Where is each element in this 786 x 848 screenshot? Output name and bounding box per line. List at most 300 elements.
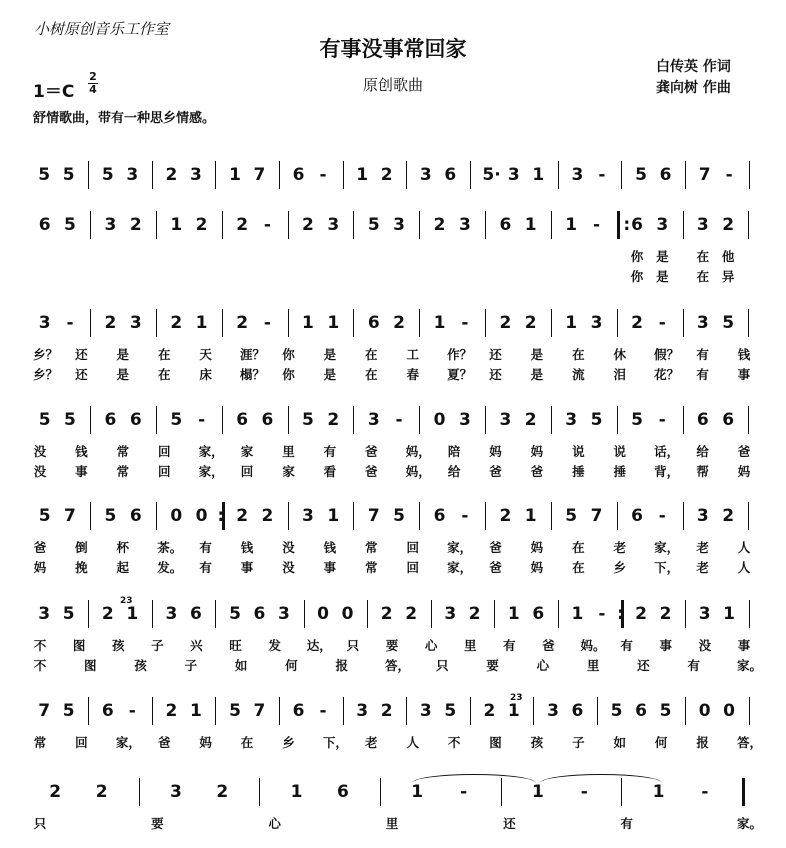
studio-name: 小树原创音乐工作室: [34, 20, 170, 38]
lyric-char: 在: [696, 269, 710, 284]
bar-line: [748, 406, 749, 434]
lyricist-credit: 白传英 作词: [656, 59, 731, 75]
note: 5: [659, 701, 672, 721]
lyric-line: [0, 636, 786, 652]
lyric-char: 达，: [306, 638, 332, 653]
lyric-char: 家，: [115, 735, 141, 750]
lyric-char: 何: [285, 658, 298, 673]
lyric-char: 在: [365, 347, 378, 362]
repeat-sign: :: [623, 215, 631, 235]
lyric-char: 乡？: [33, 347, 59, 362]
lyric-char: 还: [503, 816, 516, 831]
lyric-line: [0, 267, 786, 283]
bar-line: [683, 502, 684, 530]
note: 2: [499, 506, 512, 526]
lyric-char: 心: [536, 658, 550, 673]
lyric-char: 妈: [489, 444, 502, 459]
lyric-char: 何: [654, 735, 668, 750]
bar-line: [353, 502, 354, 530]
note: -: [658, 313, 666, 333]
lyric-char: 妈，: [405, 444, 431, 459]
bar-line: [288, 502, 289, 530]
lyric-char: 要: [151, 816, 164, 831]
bar-line: [152, 697, 153, 725]
lyric-char: 家，: [198, 444, 224, 459]
note: 7: [698, 165, 711, 185]
lyric-char: 有: [199, 540, 212, 555]
lyric-char: 常: [365, 560, 378, 575]
lyric-char: 里: [282, 444, 295, 459]
note: 2: [49, 782, 62, 802]
bar-line: [431, 600, 432, 628]
lyric-char: 妈: [530, 540, 544, 555]
lyric-char: 事: [323, 560, 337, 575]
lyric-char: 回: [157, 444, 171, 459]
note: 1: [524, 215, 537, 235]
note: 5: [631, 410, 643, 430]
lyric-char: 有: [620, 638, 633, 653]
lyric-char: 没: [33, 464, 47, 479]
note: 6: [631, 506, 643, 526]
bar-line: [597, 697, 598, 725]
note: 3: [126, 165, 139, 185]
lyric-char: 家，: [447, 540, 473, 555]
note: 5: [101, 165, 114, 185]
note: -: [725, 165, 733, 185]
note: 5: [565, 506, 578, 526]
lyric-char: 爸: [489, 540, 502, 555]
lyric-char: 钱: [323, 540, 337, 555]
lyric-char: 爸: [530, 464, 544, 479]
lyric-char: 不: [447, 735, 461, 750]
note: 6: [433, 506, 446, 526]
note: 3: [189, 165, 202, 185]
note: 1: [723, 604, 736, 624]
note: 5: [62, 701, 75, 721]
lyric-char: 回: [75, 735, 88, 750]
lyric-char: 是: [530, 367, 544, 382]
lyric-char: 有: [199, 560, 212, 575]
bar-line: [88, 600, 89, 628]
bar-line: [494, 600, 495, 628]
lyric-char: 下，: [654, 560, 680, 575]
note: 2: [483, 701, 496, 721]
lyric-char: 是: [656, 269, 669, 284]
note: 7: [253, 701, 266, 721]
lyric-char: 爸: [157, 735, 171, 750]
lyric-char: 常: [33, 735, 47, 750]
lyric-char: 如: [613, 735, 626, 750]
note: 1: [532, 165, 545, 185]
note: 3: [104, 215, 117, 235]
note: 6: [236, 410, 249, 430]
bar-line: [406, 161, 407, 189]
lyric-char: 只: [436, 658, 449, 673]
note: 2: [722, 506, 735, 526]
note: 6: [532, 604, 545, 624]
note: 5: [590, 410, 603, 430]
lyric-line: [0, 538, 786, 554]
bar-line: [353, 211, 354, 239]
note: 2: [302, 215, 314, 235]
note: -: [128, 701, 136, 721]
lyric-char: 在: [572, 347, 585, 362]
bar-line: [288, 211, 289, 239]
lyric-char: 起: [116, 560, 130, 575]
lyric-char: 图: [84, 658, 97, 673]
lyric-char: 不: [33, 658, 47, 673]
grace-note: 23: [510, 693, 523, 703]
bar-line: [279, 697, 280, 725]
lyric-char: 心: [424, 638, 438, 653]
lyric-char: 孩: [134, 658, 147, 673]
note: 1: [170, 215, 183, 235]
lyric-char: 工: [406, 347, 419, 362]
note: 2: [104, 313, 117, 333]
note: 3: [419, 701, 432, 721]
lyric-char: 假？: [654, 347, 680, 362]
note: -: [460, 782, 468, 802]
note: -: [263, 215, 271, 235]
bar-line: [215, 697, 216, 725]
note: 6: [722, 410, 735, 430]
note: 1: [411, 782, 424, 802]
bar-line: [558, 600, 559, 628]
lyric-char: 不: [33, 638, 47, 653]
note: 5: [62, 165, 75, 185]
note: 2: [405, 604, 418, 624]
note: 3: [169, 782, 182, 802]
note: 2: [380, 701, 393, 721]
lyric-char: 家。: [737, 658, 763, 673]
lyric-char: 话，: [654, 444, 680, 459]
lyric-char: 孩: [530, 735, 544, 750]
bar-line: [367, 600, 368, 628]
note: 2: [524, 410, 537, 430]
lyric-char: 背，: [654, 464, 680, 479]
lyric-char: 爸: [33, 540, 47, 555]
lyric-char: 有: [503, 638, 516, 653]
note: 1: [571, 604, 584, 624]
note: 5: [393, 506, 405, 526]
note: 0: [723, 701, 736, 721]
lyric-char: 捶: [613, 464, 626, 479]
lyric-char: 有: [687, 658, 700, 673]
bar-line: [551, 309, 552, 337]
lyric-char: 回: [157, 464, 171, 479]
bar-line: [685, 161, 686, 189]
lyric-char: 老: [696, 540, 709, 555]
bar-line: [152, 161, 153, 189]
lyric-char: 常: [116, 464, 130, 479]
bar-line: [215, 161, 216, 189]
bar-line: [419, 502, 420, 530]
bar-line: [617, 406, 618, 434]
note: -: [198, 410, 206, 430]
bar-line: [88, 697, 89, 725]
lyric-char: 茶。: [157, 540, 183, 555]
bar-line: [617, 309, 618, 337]
note: -: [319, 701, 327, 721]
lyric-char: 事: [240, 560, 254, 575]
note: -: [592, 215, 601, 235]
lyric-char: 乡: [282, 735, 295, 750]
note: -: [263, 313, 271, 333]
note: 2: [236, 506, 249, 526]
lyric-char: 是: [323, 367, 337, 382]
lyric-char: 你: [282, 367, 295, 382]
lyric-char: 妈。: [580, 638, 606, 653]
note: 3: [302, 506, 314, 526]
note: 7: [64, 506, 76, 526]
lyric-char: 有: [323, 444, 337, 459]
note: -: [580, 782, 588, 802]
lyric-char: 作？: [447, 347, 473, 362]
bar-line: [749, 161, 750, 189]
lyric-char: 家: [282, 464, 295, 479]
time-signature-bottom: 4: [89, 83, 97, 96]
note: 6: [129, 410, 142, 430]
note: -: [461, 313, 469, 333]
lyric-line: [0, 345, 786, 361]
lyric-char: 爸: [542, 638, 555, 653]
lyric-char: 常: [116, 444, 130, 459]
lyric-char: 是: [656, 249, 669, 264]
bar-line: [419, 406, 420, 434]
note: 7: [590, 506, 603, 526]
note: 3: [367, 410, 380, 430]
lyric-char: 没: [282, 540, 295, 555]
lyric-char: 在: [696, 249, 710, 264]
lyric-char: 人: [737, 560, 751, 575]
bar-line: [485, 309, 486, 337]
bar-line: [279, 161, 280, 189]
bar-line: [749, 697, 750, 725]
note: 3: [698, 604, 711, 624]
note: 3: [571, 165, 584, 185]
bar-line: [156, 502, 157, 530]
bar-line: [683, 211, 684, 239]
note: 1: [229, 165, 241, 185]
note: 5: [635, 165, 647, 185]
note: -: [658, 506, 666, 526]
bar-line: [288, 309, 289, 337]
bar-line: [748, 211, 749, 239]
note: 2: [261, 506, 274, 526]
note: 7: [253, 165, 266, 185]
note: 3: [444, 604, 457, 624]
note: 3: [547, 701, 559, 721]
lyric-char: 妈，: [405, 464, 431, 479]
lyric-char: 在: [157, 347, 171, 362]
note: 3: [165, 604, 178, 624]
note: 3: [419, 165, 432, 185]
lyric-char: 答，: [737, 735, 763, 750]
note: 5: [64, 215, 76, 235]
note: 3: [327, 215, 340, 235]
note: 6: [38, 215, 51, 235]
note: 5: [170, 410, 183, 430]
lyric-char: 家，: [447, 560, 473, 575]
note: 0: [341, 604, 354, 624]
lyric-char: 只: [33, 816, 47, 831]
lyric-char: 说: [572, 444, 585, 459]
note: 7: [38, 701, 51, 721]
bar-line: [215, 600, 216, 628]
lyric-char: 有: [696, 347, 709, 362]
note: 2: [236, 215, 249, 235]
lyric-char: 是: [116, 367, 130, 382]
lyric-char: 花？: [654, 367, 680, 382]
note: 3: [696, 313, 709, 333]
note: 0: [170, 506, 183, 526]
bar-line: [288, 406, 289, 434]
note: 6: [253, 604, 266, 624]
lyric-char: 是: [116, 347, 130, 362]
note: 1: [565, 215, 578, 235]
note: 2: [433, 215, 446, 235]
lyric-char: 你: [630, 269, 644, 284]
lyric-char: 子: [184, 658, 198, 673]
lyric-char: 事: [737, 638, 751, 653]
lyric-char: 有: [620, 816, 633, 831]
repeat-sign: :: [617, 604, 624, 624]
lyric-char: 还: [75, 347, 88, 362]
note: 3: [356, 701, 369, 721]
note: 2: [659, 604, 672, 624]
lyric-char: 你: [282, 347, 295, 362]
note: 1: [302, 313, 314, 333]
lyric-char: 还: [75, 367, 88, 382]
bar-line: [419, 309, 420, 337]
note: 1: [507, 701, 520, 721]
note: 2: [170, 313, 183, 333]
note: 6: [337, 782, 349, 802]
lyric-char: 心: [268, 816, 281, 831]
song-description: 舒情歌曲，带有一种思乡情感。: [33, 111, 216, 126]
lyric-char: 要: [486, 658, 499, 673]
note: 6: [499, 215, 512, 235]
lyric-char: 事: [75, 464, 88, 479]
lyric-char: 老: [365, 735, 378, 750]
note: -: [319, 165, 327, 185]
note: 2: [165, 701, 178, 721]
note: 2: [393, 313, 405, 333]
note: 3: [129, 313, 142, 333]
note: -: [598, 604, 606, 624]
lyric-char: 报: [335, 658, 348, 673]
lyric-char: 涯？: [240, 347, 266, 362]
bar-line: [485, 406, 486, 434]
song-subtitle: 原创歌曲: [362, 76, 423, 94]
lyric-char: 杯: [116, 540, 130, 555]
bar-line: [470, 161, 471, 189]
bar-line: [222, 406, 223, 434]
note: 1: [195, 313, 208, 333]
bar-line: [617, 502, 618, 530]
bar-line: [88, 161, 89, 189]
bar-line: [152, 600, 153, 628]
note: 6: [261, 410, 274, 430]
note: 1: [126, 604, 139, 624]
bar-line: [742, 778, 745, 806]
note: 6: [635, 701, 647, 721]
note: 3: [278, 604, 290, 624]
note: -: [658, 410, 666, 430]
lyric-char: 他: [721, 249, 735, 264]
lyric-char: 里: [463, 638, 477, 653]
note: 6: [659, 165, 672, 185]
lyric-char: 是: [530, 347, 544, 362]
song-title: 有事没事常回家: [319, 37, 467, 61]
note: 3: [565, 410, 578, 430]
bar-line: [533, 697, 534, 725]
repeat-sign: :: [217, 506, 225, 526]
note: 5: [62, 604, 75, 624]
bar-line: [685, 697, 686, 725]
lyric-char: 钱: [737, 347, 751, 362]
bar-line: [551, 406, 552, 434]
note: 2: [468, 604, 481, 624]
lyric-char: 答，: [385, 658, 411, 673]
lyric-char: 还: [489, 347, 502, 362]
note: 5: [444, 701, 457, 721]
lyric-char: 里: [586, 658, 600, 673]
lyric-char: 春: [406, 367, 419, 382]
note: 3: [696, 215, 709, 235]
bar-line: [419, 211, 420, 239]
lyric-char: 没: [698, 638, 712, 653]
note: 2: [195, 215, 208, 235]
note: 6: [571, 701, 584, 721]
note: 5: [302, 410, 314, 430]
note: 2: [129, 215, 142, 235]
note: 3: [393, 215, 405, 235]
lyric-char: 爸: [365, 444, 378, 459]
note: 5: [38, 506, 51, 526]
note: 2: [499, 313, 512, 333]
lyric-char: 子: [151, 638, 164, 653]
bar-line: [353, 406, 354, 434]
lyric-line: [0, 462, 786, 478]
note: 1: [507, 604, 520, 624]
lyric-char: 泪: [613, 367, 626, 382]
bar-line: [685, 600, 686, 628]
note: 2: [165, 165, 178, 185]
note: 2: [631, 313, 643, 333]
note: 3: [38, 604, 51, 624]
lyric-char: 常: [365, 540, 378, 555]
lyric-char: 图: [72, 638, 86, 653]
note: -: [701, 782, 709, 802]
note: 2: [95, 782, 108, 802]
note: 5: [229, 604, 241, 624]
note: 6: [367, 313, 380, 333]
lyric-char: 还: [489, 367, 502, 382]
note: 6: [696, 410, 709, 430]
lyric-char: 说: [613, 444, 626, 459]
lyric-char: 乡？: [33, 367, 59, 382]
bar-line: [551, 502, 552, 530]
lyric-char: 人: [406, 735, 419, 750]
lyric-char: 旺: [229, 638, 242, 653]
lyric-char: 回: [406, 560, 419, 575]
note: 2: [380, 165, 393, 185]
lyric-char: 老: [613, 540, 626, 555]
note: 5: [722, 313, 735, 333]
note: 7: [367, 506, 380, 526]
note: 2: [216, 782, 229, 802]
